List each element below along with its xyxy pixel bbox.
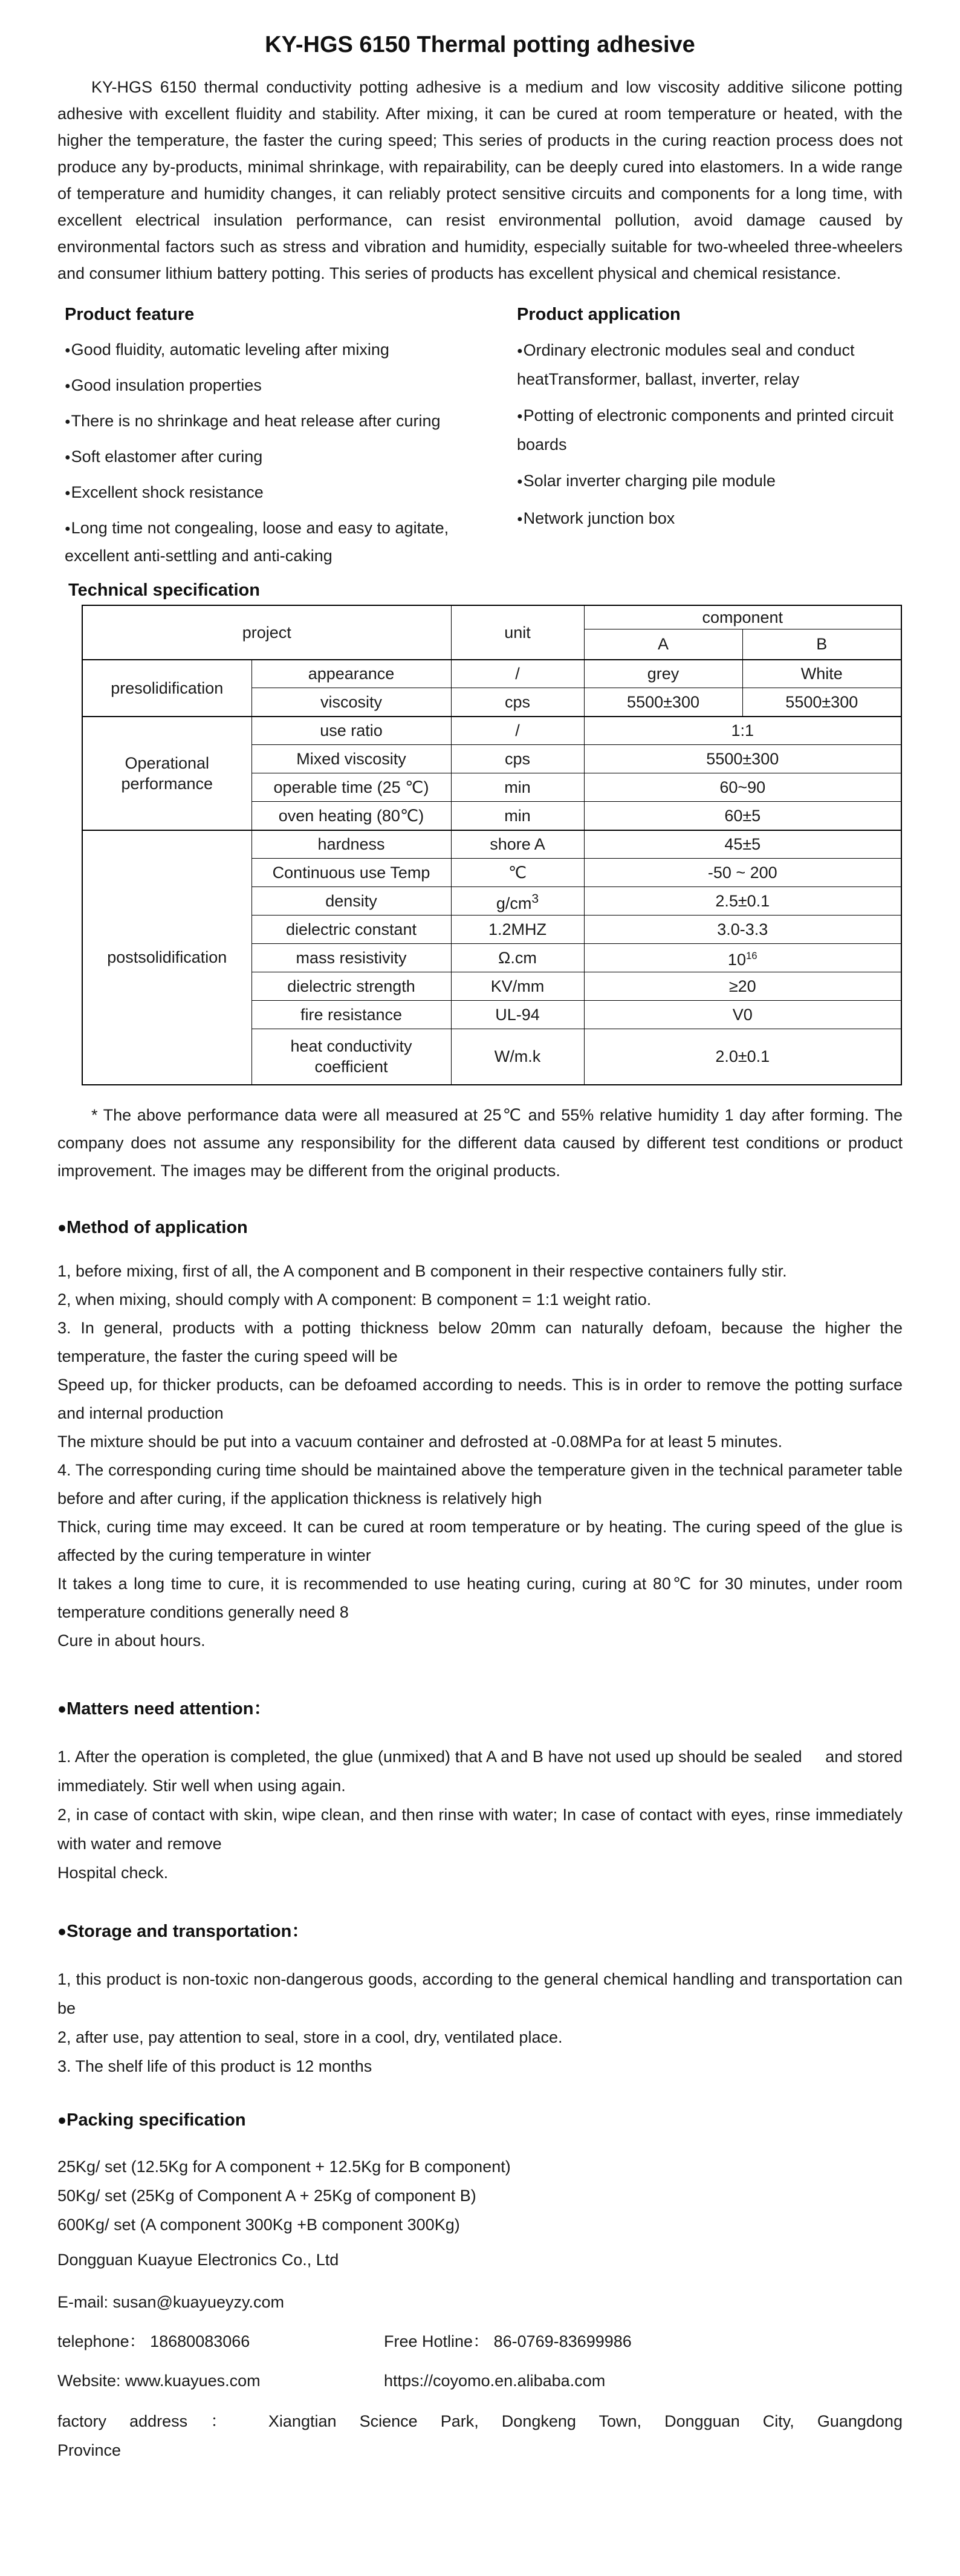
storage-paragraph: 2, after use, pay attention to seal, store in a cool, dry, ventilated place. <box>57 2028 563 2046</box>
bullet-icon: ● <box>65 452 71 463</box>
feature-item-text: Good fluidity, automatic leveling after mixing <box>71 340 389 359</box>
cell-unit <box>451 887 584 916</box>
spec-row-use-ratio <box>82 717 901 745</box>
cell-param: dielectric strength <box>251 972 451 1001</box>
feature-item <box>65 443 456 471</box>
bullet-icon: ● <box>65 417 71 427</box>
bullet-icon: ● <box>65 345 71 356</box>
cell-unit: / <box>451 717 584 745</box>
cell-unit: ℃ <box>451 859 584 887</box>
factory-address-line2: Province <box>57 2441 122 2459</box>
page-title: KY-HGS 6150 Thermal potting adhesive <box>265 32 695 57</box>
cell-unit: cps <box>451 745 584 773</box>
cell-unit: cps <box>451 688 584 717</box>
feature-item <box>65 479 456 507</box>
matters-need-attention-heading <box>57 1695 903 1723</box>
matters-paragraphs <box>57 1742 903 1887</box>
cell-unit: W/m.k <box>451 1029 584 1085</box>
cell-value: 2.0±0.1 <box>584 1029 901 1085</box>
cell-param: hardness <box>251 830 451 859</box>
application-item <box>517 504 903 533</box>
method-paragraph: It takes a long time to cure, it is recommended to use heating curing, curing at 80℃ for 30 minutes, under room temperature conditions generally need 8 <box>57 1574 903 1621</box>
method-paragraph: 2, when mixing, should comply with A component: B component = 1:1 weight ratio. <box>57 1290 652 1309</box>
cell-param: mass resistivity <box>251 944 451 972</box>
product-feature-list <box>65 336 456 569</box>
cell-param: fire resistance <box>251 1001 451 1029</box>
method-paragraph: The mixture should be put into a vacuum container and defrosted at -0.08MPa for at least 5 minutes. <box>57 1432 783 1451</box>
section-bullet-icon: ● <box>57 2111 67 2129</box>
alibaba-url: https://coyomo.en.alibaba.com <box>384 2371 606 2390</box>
cell-unit: Ω.cm <box>451 944 584 972</box>
cell-value: -50 ~ 200 <box>584 859 901 887</box>
application-item-text: Ordinary electronic modules seal and conduct heatTransformer, ballast, inverter, relay <box>517 341 855 388</box>
cell-param: dielectric constant <box>251 916 451 944</box>
method-paragraph: Thick, curing time may exceed. It can be cured at room temperature or by heating. The curing speed of the glue is affected by the curing temperature in winter <box>57 1517 903 1564</box>
feature-item <box>65 372 456 400</box>
group-presolidification: presolidification <box>82 660 251 717</box>
feature-item-text: Excellent shock resistance <box>71 483 264 501</box>
storage-and-transportation-heading <box>57 1917 903 1945</box>
bullet-icon: ● <box>65 381 71 391</box>
cell-value: 2.5±0.1 <box>584 887 901 916</box>
cell-value: 60~90 <box>584 773 901 802</box>
application-item-text: Solar inverter charging pile module <box>523 472 776 490</box>
cell-unit: shore A <box>451 830 584 859</box>
feature-item-text: Long time not congealing, loose and easy to agitate, excellent anti-settling and anti-caking <box>65 519 449 565</box>
storage-heading-text: Storage and transportation： <box>66 1921 310 1941</box>
table-note: * The above performance data were all measured at 25℃ and 55% relative humidity 1 day after forming. The company does not assume any responsibility for the different data caused by different test conditions or product improvement. The images may be different from the original products. <box>57 1105 903 1180</box>
cell-param: heat conductivity coefficient <box>251 1029 451 1085</box>
application-item-text: Potting of electronic components and printed circuit boards <box>517 406 894 454</box>
cell-unit: / <box>451 660 584 688</box>
group-postsolidification: postsolidification <box>82 830 251 1085</box>
product-application-heading: Product application <box>517 305 681 324</box>
matters-heading-text: Matters need attention： <box>66 1699 271 1719</box>
bullet-icon: ● <box>65 524 71 534</box>
intro-paragraph: KY-HGS 6150 thermal conductivity potting adhesive is a medium and low viscosity additive silicone potting adhesive with excellent fluidity and stability. After mixing, it can be cured at room temperature or heated, with the higher the temperature, the faster the curing speed; This series of products in the curing reaction process does not produce any by-products, minimal shrinkage, with repairability, can be deeply cured into elastomers. In a wide range of temperature and humidity changes, it can reliably protect sensitive circuits and components for a long time, with excellent electrical insulation performance, can resist environmental pollution, avoid damage caused by environmental factors such as stress and vibration and humidity, especially suitable for two-wheeled three-wheelers and consumer lithium battery potting. This series of products has excellent physical and chemical resistance. <box>57 78 903 282</box>
application-item <box>517 402 903 458</box>
cell-value: ≥20 <box>584 972 901 1001</box>
packing-lines <box>57 2152 903 2239</box>
feature-item <box>65 408 456 435</box>
product-feature-column <box>65 302 456 577</box>
section-bullet-icon: ● <box>57 1218 67 1236</box>
cell-value-a: 5500±300 <box>584 688 742 717</box>
method-of-application-heading <box>57 1214 903 1241</box>
cell-value-b: 5500±300 <box>742 688 901 717</box>
cell-param: oven heating (80℃) <box>251 802 451 830</box>
packing-line: 50Kg/ set (25Kg of Component A + 25Kg of component B) <box>57 2186 476 2205</box>
cell-param: Mixed viscosity <box>251 745 451 773</box>
spec-row-appearance <box>82 660 901 688</box>
email-line: E-mail: susan@kuayueyzy.com <box>57 2292 285 2311</box>
storage-paragraph: 3. The shelf life of this product is 12 months <box>57 2057 372 2075</box>
application-item-text: Network junction box <box>523 509 675 527</box>
cell-param: operable time (25 ℃) <box>251 773 451 802</box>
section-bullet-icon: ● <box>57 1700 67 1717</box>
cell-value: 60±5 <box>584 802 901 830</box>
spec-row-hardness <box>82 830 901 859</box>
cell-value-b: White <box>742 660 901 688</box>
cell-value: 1:1 <box>584 717 901 745</box>
bullet-icon: ● <box>517 346 523 356</box>
method-paragraph: 1, before mixing, first of all, the A component and B component in their respective containers fully stir. <box>57 1261 787 1280</box>
spec-header-row-1 <box>82 605 901 629</box>
cell-unit: min <box>451 802 584 830</box>
cell-param: density <box>251 887 451 916</box>
method-paragraphs <box>57 1257 903 1655</box>
packing-heading-text: Packing specification <box>66 2110 246 2130</box>
cell-value: 3.0-3.3 <box>584 916 901 944</box>
cell-param: viscosity <box>251 688 451 717</box>
method-paragraph: Cure in about hours. <box>57 1631 206 1650</box>
factory-address-line1: factory address ： Xiangtian Science Park, Dongkeng Town, Dongguan City, Guangdong <box>57 2412 903 2430</box>
packing-specification-heading <box>57 2106 903 2134</box>
bullet-icon: ● <box>65 488 71 498</box>
feature-application-columns <box>57 302 903 577</box>
cell-unit: 1.2MHZ <box>451 916 584 944</box>
feature-item-text: Soft elastomer after curing <box>71 447 263 466</box>
packing-line: 600Kg/ set (A component 300Kg +B component 300Kg) <box>57 2215 460 2234</box>
cell-value-a: grey <box>584 660 742 688</box>
feature-item-text: There is no shrinkage and heat release after curing <box>71 412 441 430</box>
unit-base: g/cm <box>496 894 532 912</box>
group-operational-performance: Operational performance <box>82 717 251 830</box>
header-unit: unit <box>451 605 584 660</box>
method-paragraph: 4. The corresponding curing time should be maintained above the temperature given in the technical parameter table before and after curing, if the application thickness is relatively high <box>57 1460 903 1508</box>
product-application-column <box>517 302 903 542</box>
cell-param: appearance <box>251 660 451 688</box>
value-superscript: 16 <box>745 950 757 961</box>
bullet-icon: ● <box>517 476 523 487</box>
header-component-a: A <box>584 629 742 660</box>
storage-paragraph: 1, this product is non-toxic non-dangerous goods, according to the general chemical handling and transportation can be <box>57 1969 903 2017</box>
matters-paragraph: 2, in case of contact with skin, wipe clean, and then rinse with water; In case of contact with eyes, rinse immediately with water and remove <box>57 1805 903 1853</box>
method-paragraph: Speed up, for thicker products, can be defoamed according to needs. This is in order to remove the potting surface and internal production <box>57 1375 903 1422</box>
feature-item <box>65 336 456 364</box>
feature-item-text: Good insulation properties <box>71 376 262 394</box>
matters-paragraph: Hospital check. <box>57 1863 169 1882</box>
spec-table <box>82 605 902 1085</box>
cell-value: 5500±300 <box>584 745 901 773</box>
bullet-icon: ● <box>517 514 523 524</box>
company-name: Dongguan Kuayue Electronics Co., Ltd <box>57 2250 339 2269</box>
header-component: component <box>584 605 901 629</box>
bullet-icon: ● <box>517 411 523 421</box>
cell-value: V0 <box>584 1001 901 1029</box>
application-item <box>517 467 903 496</box>
website-line <box>57 2366 903 2395</box>
cell-param: use ratio <box>251 717 451 745</box>
cell-param: Continuous use Temp <box>251 859 451 887</box>
product-feature-heading: Product feature <box>65 305 195 324</box>
feature-item <box>65 515 456 569</box>
header-project: project <box>82 605 451 660</box>
website-address: Website: www.kuayues.com <box>57 2371 261 2390</box>
method-paragraph: 3. In general, products with a potting thickness below 20mm can naturally defoam, because the higher the temperature, the faster the curing speed will be <box>57 1318 903 1365</box>
unit-superscript: 3 <box>531 891 539 906</box>
header-component-b: B <box>742 629 901 660</box>
cell-unit: UL-94 <box>451 1001 584 1029</box>
value-base: 10 <box>727 951 746 969</box>
cell-value: 45±5 <box>584 830 901 859</box>
section-bullet-icon: ● <box>57 1922 67 1940</box>
telephone-number: telephone： 18680083066 <box>57 2332 250 2350</box>
method-heading-text: Method of application <box>66 1217 248 1237</box>
free-hotline: Free Hotline： 86-0769-83699986 <box>384 2332 632 2350</box>
cell-unit: KV/mm <box>451 972 584 1001</box>
storage-paragraphs <box>57 1965 903 2081</box>
telephone-line <box>57 2327 903 2356</box>
product-application-list <box>517 336 903 533</box>
technical-specification-heading: Technical specification <box>68 581 260 600</box>
cell-value <box>584 944 901 972</box>
application-item <box>517 336 903 393</box>
factory-address <box>57 2407 903 2465</box>
cell-unit: min <box>451 773 584 802</box>
packing-line: 25Kg/ set (12.5Kg for A component + 12.5Kg for B component) <box>57 2157 511 2176</box>
matters-paragraph: 1. After the operation is completed, the glue (unmixed) that A and B have not used up should be sealed and stored immediately. Stir well when using again. <box>57 1747 903 1795</box>
